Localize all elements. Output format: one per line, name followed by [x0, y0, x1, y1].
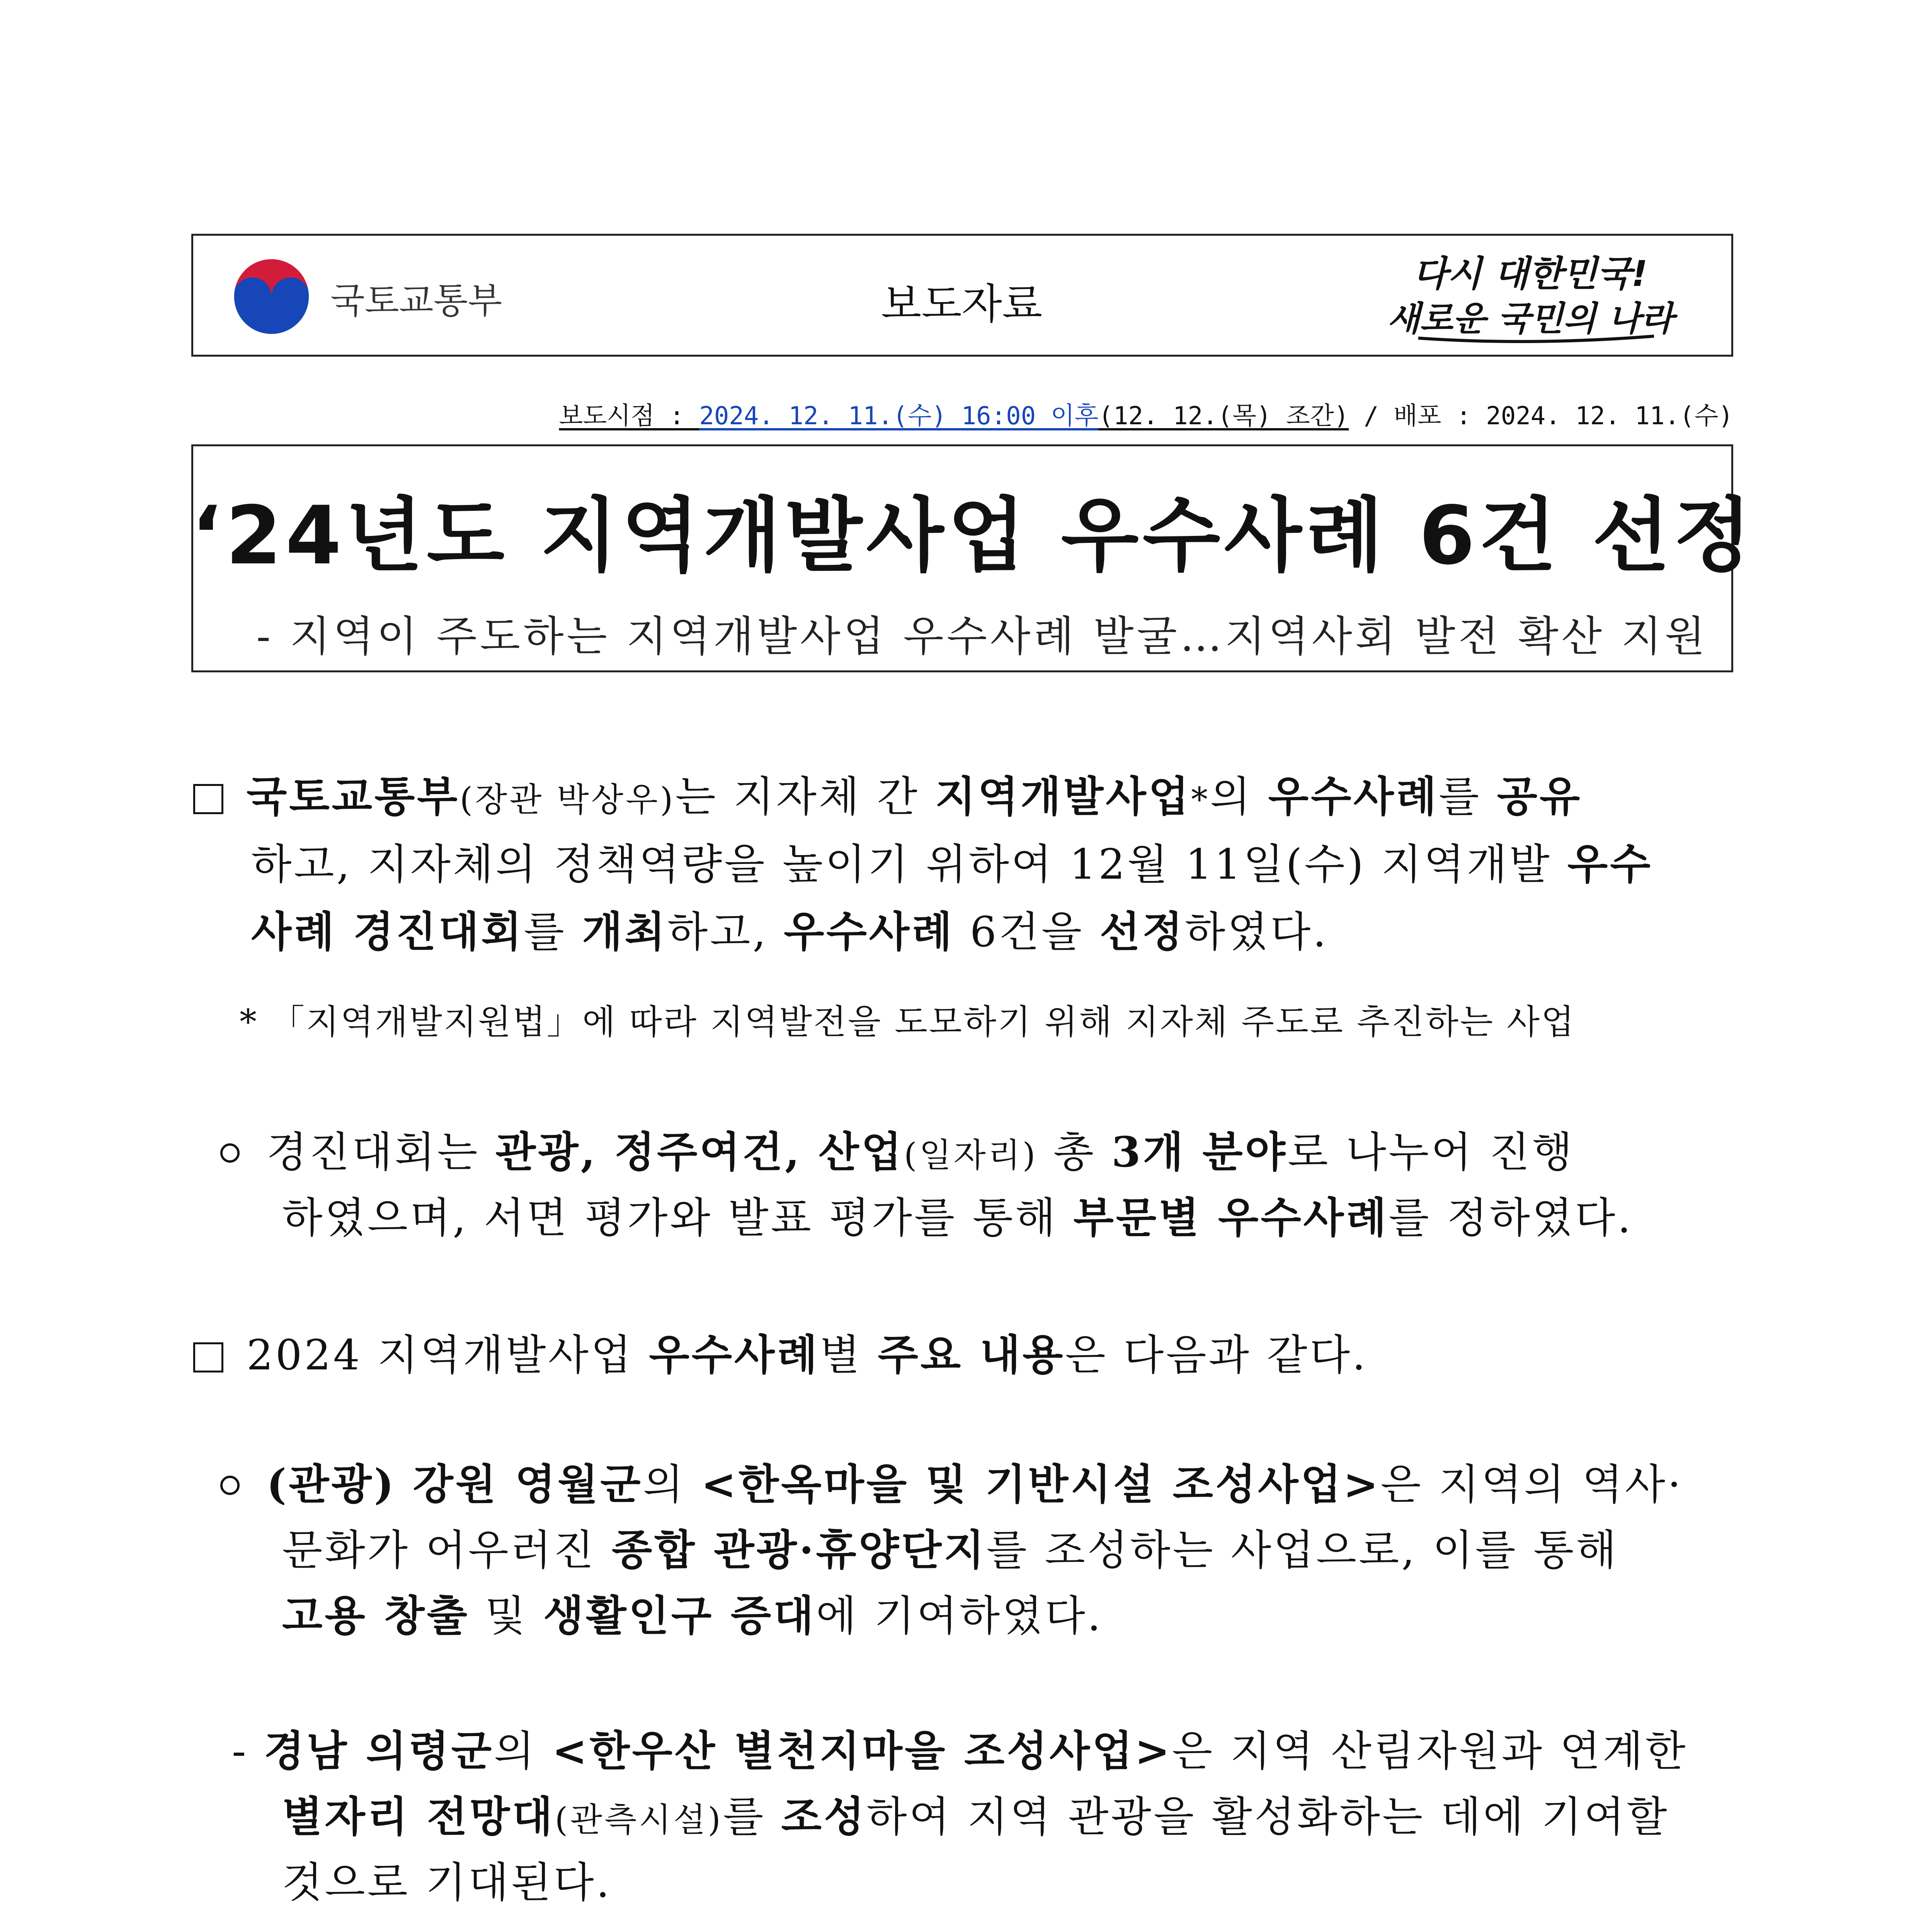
text-run: <한우산 별천지마을 조성사업> — [552, 1727, 1172, 1776]
text-run: (관측시설) — [555, 1801, 723, 1839]
release-label: 보도시점 : — [559, 402, 699, 430]
text-run: 주요 내용 — [878, 1331, 1065, 1379]
text-run: 은 지역의 역사· — [1380, 1461, 1683, 1509]
text-run: 종합 관광·휴양단지 — [611, 1526, 987, 1575]
text-run: 별자리 전망대 — [282, 1793, 555, 1841]
release-info — [549, 396, 1733, 432]
text-run: 에 기여하였다. — [816, 1592, 1103, 1640]
text-run: 고용 창출 — [282, 1592, 470, 1640]
square-bullet-icon — [193, 1342, 223, 1372]
text-run: 및 — [469, 1592, 543, 1640]
text-run: 선정 — [1099, 908, 1185, 956]
circle-bullet-icon — [220, 1476, 240, 1495]
text-run: 총 — [1038, 1128, 1112, 1177]
text-run: 6건을 — [954, 908, 1100, 956]
ministry-emblem-icon — [230, 255, 313, 338]
text-run: 2024 지역개발사업 — [247, 1331, 649, 1379]
text-run: 공유 — [1497, 772, 1582, 821]
text-run: 지역개발사업 — [935, 772, 1191, 821]
paragraph-1-line-2 — [251, 831, 1653, 891]
text-run: 하였으며, 서면 평가와 발표 평가를 통해 — [282, 1194, 1074, 1242]
document-type: 보도자료 — [881, 280, 1043, 328]
square-bullet-icon — [193, 784, 223, 814]
text-run: 는 지자체 간 — [675, 773, 936, 821]
text-run: 국토교통부 — [247, 772, 460, 821]
text-run: 를 정하였다. — [1389, 1194, 1633, 1242]
paragraph-5-line-1 — [232, 1718, 1688, 1777]
text-run: (일자리) — [904, 1136, 1038, 1175]
text-run: 하여 지역 관광을 활성화하는 데에 기여할 — [866, 1793, 1669, 1841]
slogan-line-1: 다시 대한민국! — [1413, 253, 1648, 294]
text-run: 사례 경진대회 — [251, 908, 524, 956]
text-run: 부문별 우수사례 — [1073, 1194, 1389, 1242]
text-run: 은 지역 산림자원과 연계한 — [1172, 1727, 1688, 1776]
text-run: 것으로 기대된다. — [282, 1859, 612, 1907]
text-run: - — [232, 1727, 264, 1776]
text-run: 우수사례 — [1268, 772, 1439, 821]
text-run: 의 — [643, 1461, 701, 1509]
text-run: 를 — [723, 1793, 781, 1841]
text-run: <한옥마을 및 기반시설 조성사업> — [701, 1460, 1381, 1509]
paragraph-5-line-3 — [282, 1849, 612, 1909]
text-run: 우수사례 — [649, 1331, 820, 1379]
release-separator: / — [1349, 402, 1394, 430]
text-run: 관광, 정주여건, 산업 — [495, 1128, 904, 1177]
text-run: 별 — [819, 1331, 878, 1379]
text-run: 를 조성하는 사업으로, 이를 통해 — [986, 1526, 1619, 1575]
text-run: 개최 — [582, 908, 667, 956]
text-run: 우수 — [1567, 840, 1653, 889]
paragraph-5-line-2 — [282, 1783, 1669, 1843]
paragraph-1-line-1 — [193, 763, 1582, 823]
text-run: (장관 박상우) — [459, 781, 676, 819]
release-time: 2024. 12. 11.(수) 16:00 이후 — [699, 402, 1099, 430]
text-run: 를 — [524, 908, 582, 956]
ministry-name: 국토교통부 — [330, 280, 502, 321]
distribution-date: 배포 : 2024. 12. 11.(수) — [1393, 402, 1733, 430]
text-run: 의 — [494, 1727, 552, 1776]
text-run: 하고, 지자체의 정책역량을 높이기 위하여 12월 11일(수) 지역개발 — [251, 840, 1567, 889]
paragraph-1-line-3 — [251, 898, 1329, 958]
footnote: * 「지역개발지원법」에 따라 지역발전을 도모하기 위해 지자체 주도로 추진하는 사업 — [240, 1002, 1576, 1042]
text-run: 생활인구 증대 — [543, 1592, 816, 1640]
paragraph-4-line-2 — [282, 1517, 1619, 1577]
text-run: 우수사례 — [784, 908, 955, 956]
paragraph-4-line-1 — [220, 1451, 1683, 1511]
sub-title: - 지역이 주도하는 지역개발사업 우수사례 발굴…지역사회 발전 확산 지원 — [256, 612, 1708, 661]
text-run: 3개 분야 — [1111, 1128, 1288, 1177]
text-run: * — [1191, 781, 1210, 819]
release-note: (12. 12.(목) 조간) — [1098, 402, 1349, 430]
text-run: 은 다음과 같다. — [1065, 1331, 1368, 1379]
text-run: (관광) 강원 영월군 — [267, 1460, 643, 1509]
circle-bullet-icon — [220, 1143, 240, 1163]
text-run: 문화가 어우러진 — [282, 1526, 612, 1575]
text-run: 를 — [1439, 773, 1497, 821]
text-run: 하였다. — [1185, 908, 1329, 956]
text-run: 로 나누어 진행 — [1288, 1128, 1575, 1177]
main-title: ‘24년도 지역개발사업 우수사례 6건 선정 — [191, 489, 1755, 583]
paragraph-3-line-1 — [193, 1321, 1368, 1381]
paragraph-2-line-1 — [220, 1119, 1575, 1179]
slogan-line-2: 새로운 국민의 나라 — [1387, 299, 1674, 338]
text-run: 의 — [1210, 773, 1268, 821]
text-run: 하고, — [667, 908, 784, 956]
text-run: 경진대회는 — [267, 1128, 495, 1177]
paragraph-4-line-3 — [282, 1582, 1103, 1642]
slogan-calligraphy — [1360, 243, 1700, 348]
paragraph-2-line-2 — [282, 1184, 1633, 1244]
text-run: 경남 의령군 — [264, 1727, 494, 1776]
text-run: 조성 — [781, 1793, 867, 1841]
